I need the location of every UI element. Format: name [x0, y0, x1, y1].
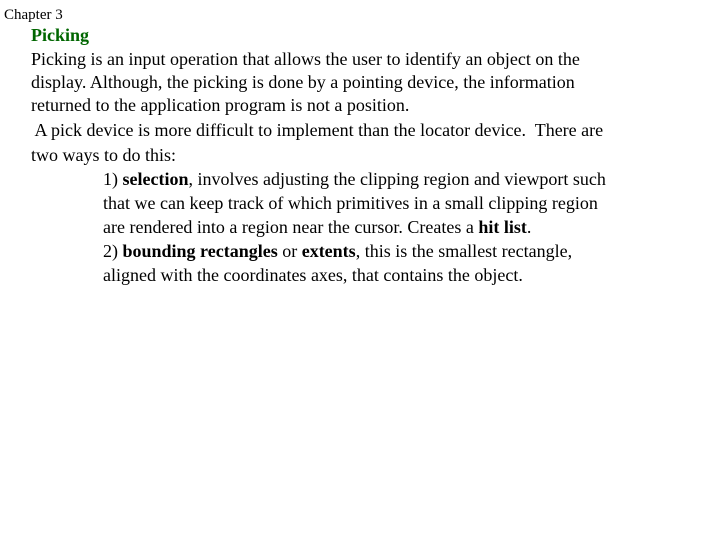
list-item-selection — [103, 168, 606, 191]
list-item-bounding-rectangles — [103, 240, 572, 263]
chapter-text: Chapter 3 — [4, 7, 63, 23]
list-item-number: 2) — [103, 241, 123, 261]
list-item-text: . — [526, 217, 532, 237]
list-item-bounding-rectangles-line-2: aligned with the coordinates axes, that contains the object. — [103, 265, 523, 285]
term-hit-list: hit list — [478, 217, 527, 237]
list-item-text: are rendered into a region near the cursor. Creates a — [103, 217, 479, 237]
list-item-number: 1) — [103, 169, 123, 189]
term-extents: extents — [301, 241, 356, 261]
paragraph-2-line-1: A pick device is more difficult to implement than the locator device. There are — [31, 120, 604, 140]
chapter-label — [4, 6, 63, 24]
term-bounding-rectangles: bounding rectangles — [122, 241, 278, 261]
paragraph-2-line-2: two ways to do this: — [31, 145, 177, 165]
list-item-text: , this is the smallest rectangle, — [355, 241, 573, 261]
list-item-text: or — [277, 241, 302, 261]
list-item-text: , involves adjusting the clipping region and viewport such — [188, 169, 606, 189]
term-selection: selection — [122, 169, 189, 189]
list-item-selection-line-3 — [103, 216, 531, 239]
paragraph-1-line-2: display. Although, the picking is done by a pointing device, the information — [31, 72, 575, 92]
list-item-selection-line-2: that we can keep track of which primitives in a small clipping region — [103, 193, 598, 213]
slide-title: Picking — [31, 25, 90, 45]
paragraph-1-line-1: Picking is an input operation that allows the user to identify an object on the — [31, 49, 580, 69]
paragraph-1-line-3: returned to the application program is not a position. — [31, 95, 410, 115]
